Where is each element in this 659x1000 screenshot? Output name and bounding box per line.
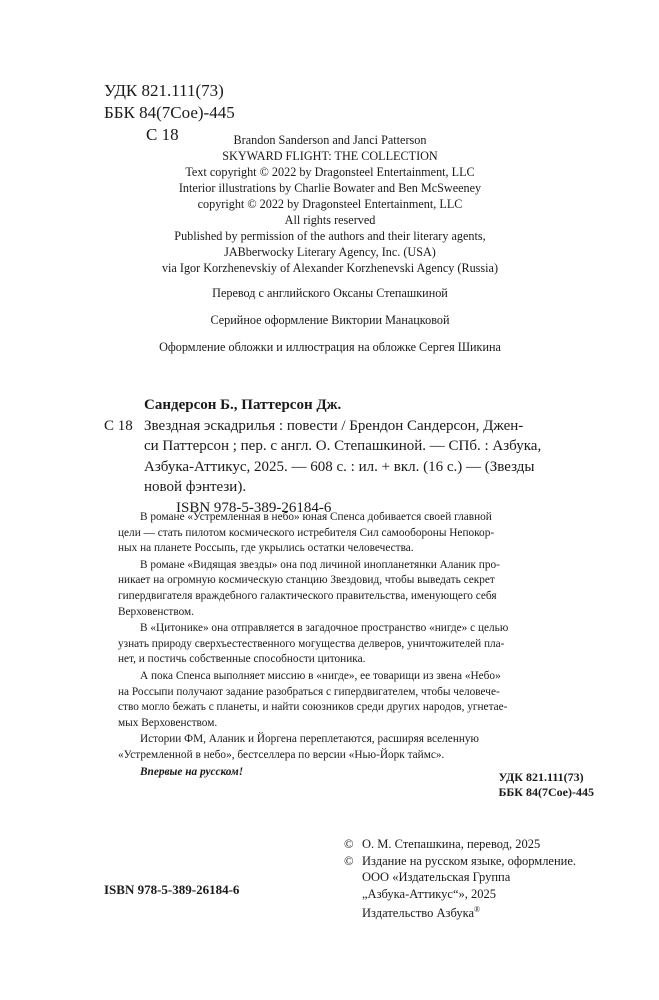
annotation-line: В романе «Устремленная в небо» юная Спенса добивается своей главной — [140, 511, 492, 523]
bottom-classification-codes — [498, 770, 594, 800]
catalog-line: новой фэнтези). — [144, 479, 247, 495]
annotation-line: нет, и постичь собственные способности цитоника. — [118, 653, 366, 666]
catalog-isbn: ISBN 978-5-389-26184-6 — [176, 499, 332, 516]
annotation-line: «Устремленной в небо», бестселлера по версии «Нью-Йорк таймс». — [118, 748, 445, 761]
translation-credit: Перевод с английского Оксаны Степашкиной — [212, 286, 448, 300]
annotation-line: Верховенством. — [118, 605, 195, 618]
rights-reserved: All rights reserved — [284, 213, 376, 227]
copyright-symbol: © — [344, 853, 354, 868]
first-time-in-russian: Впервые на русском! — [140, 765, 244, 778]
annotation-line: ных на планете Россыпь, где укрылись остатки человечества. — [118, 542, 414, 555]
registered-mark: ® — [474, 905, 481, 914]
illustrations-copyright: copyright © 2022 by Dragonsteel Entertainment, LLC — [197, 197, 463, 211]
original-title: SKYWARD FLIGHT: THE COLLECTION — [222, 149, 438, 163]
annotation-line: гипердвигателя враждебного галактического правительства, именующего себя — [118, 589, 497, 602]
original-edition-credits — [120, 132, 540, 355]
annotation-line: узнать природу сверхъестественного могущества делверов, уничтожителей пла- — [118, 637, 505, 650]
catalog-entry — [104, 395, 600, 518]
permission-line-3: via Igor Korzhenevskiy of Alexander Korzhenevski Agency (Russia) — [161, 261, 499, 275]
copyright-block — [344, 836, 576, 922]
annotation-line: В романе «Видящая звезды» она под личиной инопланетянки Аланик про- — [140, 558, 500, 571]
copyright-symbol: © — [344, 837, 354, 851]
catalog-line: Звездная эскадрилья : повести / Брендон Сандерсон, Джен- — [144, 417, 524, 434]
udk-code: УДК 821.111(73) — [498, 770, 584, 784]
annotation-line: А пока Спенса выполняет миссию в «нигде», ее товарищи из звена «Небо» — [140, 669, 501, 682]
annotation-line: никает на огромную космическую станцию Звездовид, чтобы выведать секрет — [118, 574, 495, 587]
annotation-line: на Россыпи получают задание разобраться с гипердвигателем, чтобы человече- — [118, 685, 500, 698]
annotation-paragraph — [118, 669, 596, 731]
publisher-name: Издательство Азбука — [362, 906, 475, 921]
catalog-line: Азбука-Аттикус, 2025. — 608 с. : ил. + вкл. (16 с.) — (Звезды — [144, 458, 535, 475]
series-design-credit: Серийное оформление Виктории Манацковой — [210, 313, 450, 327]
annotation-line: мых Верховенством. — [118, 716, 218, 729]
translator-copyright: О. М. Степашкина, перевод, 2025 — [362, 837, 541, 851]
text-copyright: Text copyright © 2022 by Dragonsteel Entertainment, LLC — [185, 165, 475, 179]
publisher-line — [344, 902, 576, 922]
bbk-code: ББК 84(7Сое)-445 — [104, 103, 235, 122]
permission-line-2: JABberwocky Literary Agency, Inc. (USA) — [224, 245, 436, 259]
author-mark: С 18 — [146, 125, 179, 144]
annotation-line: В «Цитонике» она отправляется в загадочное пространство «нигде» с целью — [140, 622, 509, 635]
annotation-paragraph — [118, 510, 596, 557]
bbk-code: ББК 84(7Сое)-445 — [498, 785, 594, 799]
cover-design-credit: Оформление обложки и иллюстрация на обложке Сергея Шикина — [159, 340, 501, 354]
annotation-line: ство могло бежать с планеты, и найти союзников среди других народов, угнетае- — [118, 701, 508, 714]
annotation-paragraph — [118, 621, 596, 668]
annotation-line: цели — стать пилотом космического истребителя Сил самообороны Непокор- — [118, 526, 495, 539]
annotation — [118, 510, 596, 781]
publisher-line: „Азбука-Аттикус“», 2025 — [362, 886, 497, 901]
annotation-paragraph — [118, 732, 596, 763]
annotation-paragraph — [118, 558, 596, 620]
illustrations-credit: Interior illustrations by Charlie Bowater and Ben McSweeney — [178, 181, 482, 195]
bottom-isbn: ISBN 978-5-389-26184-6 — [104, 882, 240, 897]
catalog-description — [144, 416, 600, 498]
permission-line-1: Published by permission of the authors and their literary agents, — [174, 229, 486, 243]
catalog-line: си Паттерсон ; пер. с англ. О. Степашкиной. — СПб. : Азбука, — [144, 438, 542, 454]
edition-copyright: Издание на русском языке, оформление. — [362, 853, 577, 868]
catalog-author: Сандерсон Б., Паттерсон Дж. — [144, 397, 342, 413]
original-authors: Brandon Sanderson and Janci Patterson — [233, 133, 427, 147]
publisher-line: ООО «Издательская Группа — [362, 870, 511, 884]
annotation-line: Истории ФМ, Аланик и Йоргена переплетаются, расширяя вселенную — [140, 733, 479, 746]
udk-code: УДК 821.111(73) — [104, 81, 224, 100]
catalog-code: С 18 — [104, 417, 133, 434]
